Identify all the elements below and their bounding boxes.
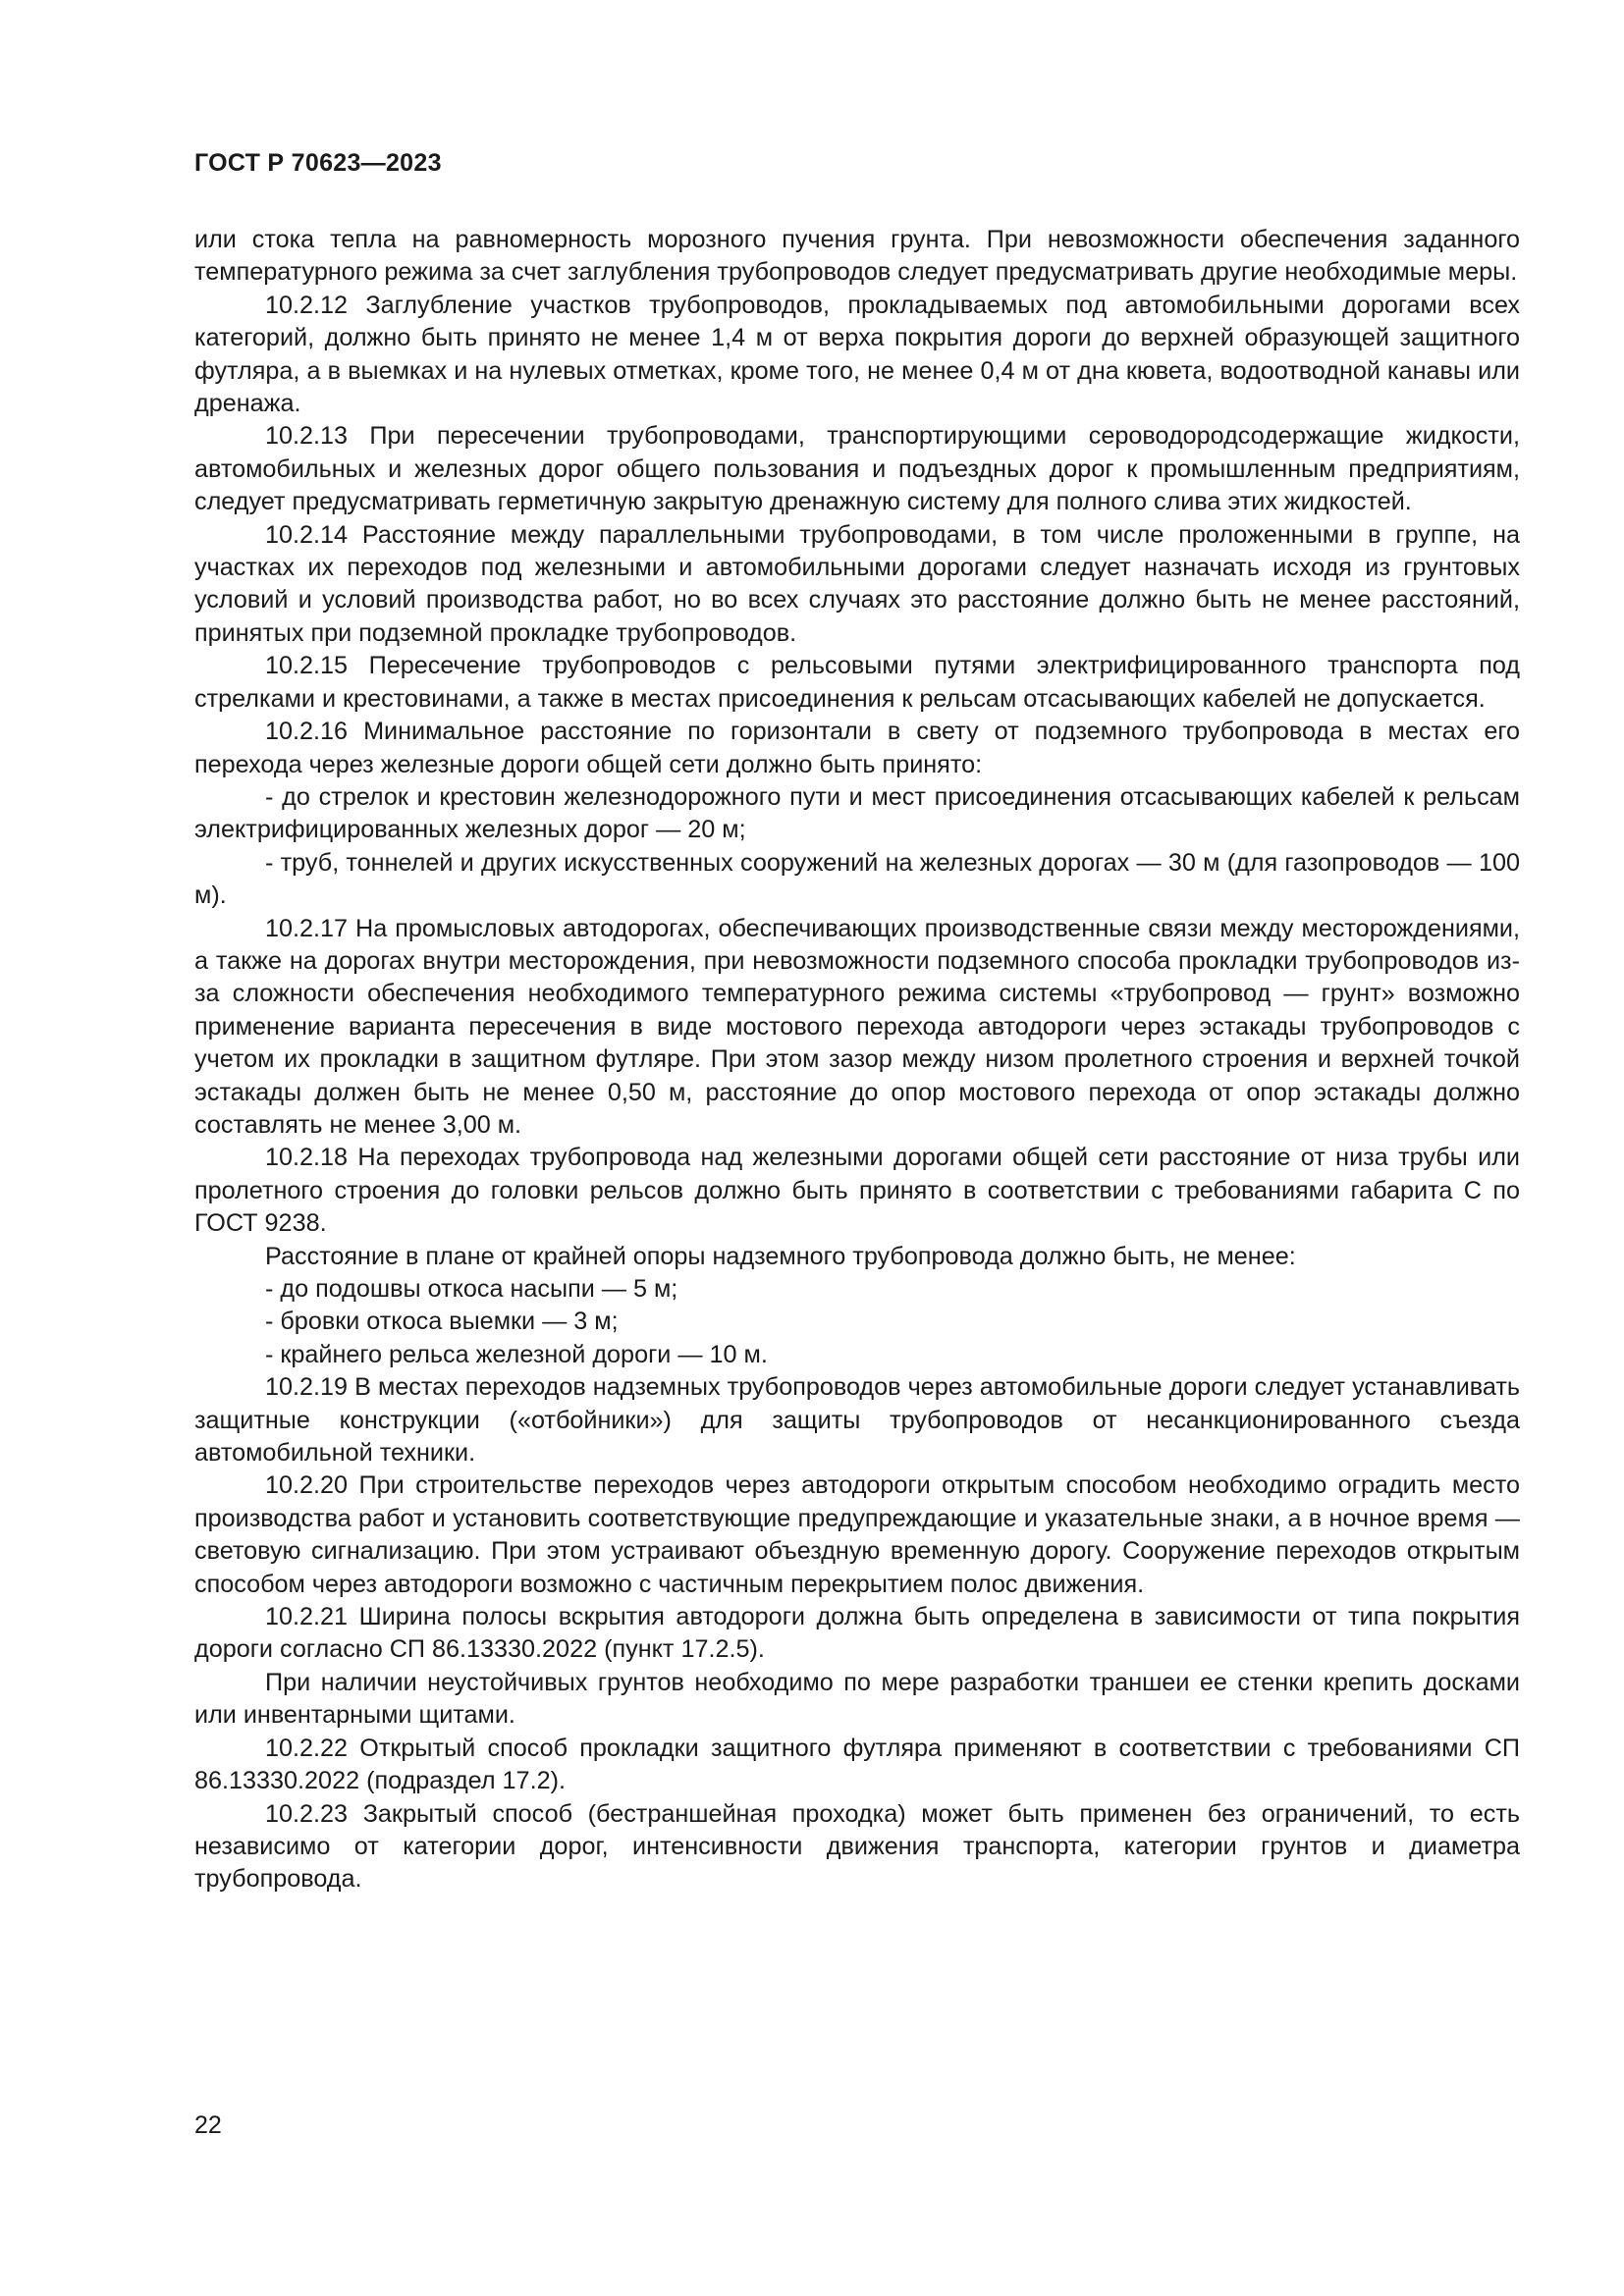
paragraph-continuation: или стока тепла на равномерность морозного пучения грунта. При невозможности обеспечения заданного температурного режима за счет заглубления трубопроводов следует предусматривать другие необходимые меры.	[194, 226, 1520, 287]
document-body	[194, 224, 1520, 1896]
paragraph-10-2-14: 10.2.14 Расстояние между параллельными трубопроводами, в том числе проложенными в группе, на участках их переходов под железными и автомобильными дорогами следует назначать исходя из грунтовых условий и условий производства работ, но во всех случаях это расстояние должно быть не менее расстояний, принятых при подземной прокладке трубопроводов.	[194, 520, 1520, 647]
list-item: - бровки откоса выемки — 3 м;	[265, 1308, 619, 1336]
paragraph-distance-intro: Расстояние в плане от крайней опоры надземного трубопровода должно быть, не менее:	[265, 1242, 1296, 1270]
document-header: ГОСТ Р 70623—2023	[194, 149, 442, 177]
paragraph-unstable-soils: При наличии неустойчивых грунтов необходимо по мере разработки траншеи ее стенки крепить досками или инвентарными щитами.	[194, 1668, 1520, 1730]
list-item: - до стрелок и крестовин железнодорожного пути и мест присоединения отсасывающих кабелей к рельсам электрифицированных железных дорог — 20 м;	[194, 782, 1520, 844]
list-item: - крайнего рельса железной дороги — 10 м.	[265, 1340, 768, 1368]
paragraph-10-2-22: 10.2.22 Открытый способ прокладки защитного футляра применяют в соответствии с требованиями СП 86.13330.2022 (подраздел 17.2).	[194, 1734, 1520, 1795]
list-item: - труб, тоннелей и других искусственных сооружений на железных дорогах — 30 м (для газопроводов — 100 м).	[194, 848, 1520, 910]
paragraph-10-2-20: 10.2.20 При строительстве переходов через автодороги открытым способом необходимо оградить место производства работ и установить соответствующие предупреждающие и указательные знаки, а в ночное время — световую сигнализацию. При этом устраивают объездную временную дорогу. Сооружение переходов открытым способом через автодороги возможно с частичным перекрытием полос движения.	[194, 1471, 1520, 1598]
paragraph-10-2-18: 10.2.18 На переходах трубопровода над железными дорогами общей сети расстояние от низа трубы или пролетного строения до головки рельсов должно быть принято в соответствии с требованиями габарита С по ГОСТ 9238.	[194, 1144, 1520, 1238]
paragraph-10-2-19: 10.2.19 В местах переходов надземных трубопроводов через автомобильные дороги следует устанавливать защитные конструкции («отбойники») для защиты трубопроводов от несанкционированного съезда автомобильной техники.	[194, 1373, 1520, 1468]
paragraph-10-2-16: 10.2.16 Минимальное расстояние по горизонтали в свету от подземного трубопровода в местах его перехода через железные дороги общей сети должно быть принято:	[194, 718, 1520, 778]
page-number: 22	[194, 2111, 222, 2139]
paragraph-10-2-21: 10.2.21 Ширина полосы вскрытия автодороги должна быть определена в зависимости от типа покрытия дороги согласно СП 86.13330.2022 (пункт 17.2.5).	[194, 1603, 1520, 1664]
paragraph-10-2-17: 10.2.17 На промысловых автодорогах, обеспечивающих производственные связи между месторождениями, а также на дорогах внутри месторождения, при невозможности подземного способа прокладки трубопроводов из-за сложности обеспечения необходимого температурного режима системы «трубопровод — грунт» возможно применение варианта пересечения в виде мостового перехода автодороги через эстакады трубопроводов с учетом их прокладки в защитном футляре. При этом зазор между низом пролетного строения и верхней точкой эстакады должен быть не менее 0,50 м, расстояние до опор мостового перехода от опор эстакады должно составлять не менее 3,00 м.	[194, 914, 1520, 1139]
paragraph-10-2-15: 10.2.15 Пересечение трубопроводов с рельсовыми путями электрифицированного транспорта под стрелками и крестовинами, а также в местах присоединения к рельсам отсасывающих кабелей не допускается.	[194, 652, 1520, 713]
paragraph-10-2-23: 10.2.23 Закрытый способ (бестраншейная проходка) может быть применен без ограничений, то есть независимо от категории дорог, интенсивности движения транспорта, категории грунтов и диаметра трубопровода.	[194, 1799, 1520, 1894]
list-item: - до подошвы откоса насыпи — 5 м;	[265, 1275, 678, 1303]
paragraph-10-2-13: 10.2.13 При пересечении трубопроводами, транспортирующими сероводородсодержащие жидкости, автомобильных и железных дорог общего пользования и подъездных дорог к промышленным предприятиям, следует предусматривать герметичную закрытую дренажную систему для полного слива этих жидкостей.	[194, 422, 1520, 516]
paragraph-10-2-12: 10.2.12 Заглубление участков трубопроводов, прокладываемых под автомобильными дорогами всех категорий, должно быть принято не менее 1,4 м от верха покрытия дороги до верхней образующей защитного футляра, а в выемках и на нулевых отметках, кроме того, не менее 0,4 м от дна кювета, водоотводной канавы или дренажа.	[194, 291, 1520, 418]
